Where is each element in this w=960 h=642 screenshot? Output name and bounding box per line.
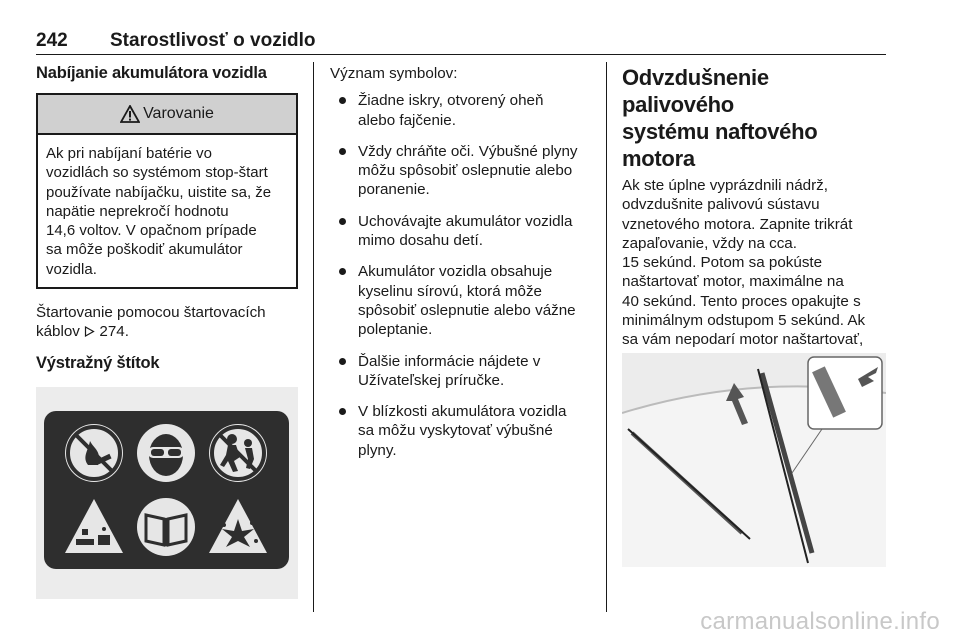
page-reference-icon	[84, 326, 95, 337]
list-item-line: môžu spôsobiť oslepnutie alebo	[358, 162, 573, 180]
explosive-warning-icon	[206, 495, 270, 559]
watermark: carmanualsonline.info	[700, 608, 940, 635]
list-item-line: poleptanie.	[358, 321, 433, 339]
column-divider-1	[313, 62, 314, 612]
running-title: Starostlivosť o vozidlo	[110, 30, 316, 51]
symbols-intro: Význam symbolov:	[330, 65, 458, 82]
no-fire-smoking-icon	[62, 421, 126, 485]
list-item	[330, 142, 594, 200]
section-title-fuel-bleeding	[622, 64, 886, 172]
column-middle	[330, 64, 594, 472]
body-line: 15 sekúnd. Potom sa pokúste	[622, 254, 823, 272]
warning-line: vozidlách so systémom stop-štart	[46, 164, 268, 182]
list-item-line: V blízkosti akumulátora vozidla	[358, 403, 567, 421]
list-item-line: Žiadne iskry, otvorený oheň	[358, 92, 544, 110]
page-number: 242	[36, 30, 68, 51]
list-item-line: sa môžu vyskytovať výbušné	[358, 422, 553, 440]
read-manual-icon	[134, 495, 198, 559]
warning-line: 14,6 voltov. V opačnom prípade	[46, 222, 257, 240]
body-line: minimálnym odstupom 5 sekúnd. Ak	[622, 312, 866, 330]
warning-line: napätie neprekročí hodnotu	[46, 202, 229, 220]
column-divider-2	[606, 62, 607, 612]
body-line: zapaľovanie, vždy na cca.	[622, 234, 797, 252]
list-item	[330, 402, 594, 460]
list-item-line: Vždy chráňte oči. Výbušné plyny	[358, 142, 578, 160]
page-header	[36, 30, 886, 52]
bullet-icon	[339, 218, 346, 225]
body-line: naštartovať motor, maximálne na	[622, 273, 844, 291]
section-title-warning-label: Výstražný štítok	[36, 353, 160, 372]
jump-start-line: Štartovanie pomocou štartovacích	[36, 304, 266, 322]
list-item-line: Ďalšie informácie nájdete v	[358, 352, 541, 370]
list-item	[330, 262, 594, 339]
list-item-line: Uchovávajte akumulátor vozidla	[358, 212, 573, 230]
fuel-bleeding-text	[622, 176, 886, 369]
warning-label-panel	[44, 411, 289, 569]
list-item	[330, 91, 594, 130]
list-item	[330, 212, 594, 251]
warning-title: Varovanie	[143, 105, 214, 122]
list-item-line: kyselinu sírovú, ktorá môže	[358, 282, 543, 300]
corrosive-warning-icon	[62, 495, 126, 559]
bullet-icon	[339, 268, 346, 275]
warning-label-image	[36, 387, 298, 599]
warning-line: Ak pri nabíjaní batérie vo	[46, 145, 212, 162]
jump-start-reference[interactable]	[36, 322, 298, 341]
bullet-icon	[339, 97, 346, 104]
body-line: vznetového motora. Zapnite trikrát	[622, 215, 853, 233]
list-item-line: alebo fajčenie.	[358, 111, 456, 129]
body-line: sa vám nepodarí motor naštartovať,	[622, 331, 864, 349]
jump-start-line: káblov	[36, 323, 80, 341]
list-item-line: mimo dosahu detí.	[358, 232, 483, 250]
jump-start-paragraph	[36, 303, 298, 342]
wiper-diagram	[622, 353, 886, 567]
body-line: Ak ste úplne vyprázdnili nádrž,	[622, 177, 828, 194]
list-item-line: spôsobiť oslepnutie alebo vážne	[358, 301, 576, 319]
warning-box	[36, 93, 298, 289]
bullet-icon	[339, 358, 346, 365]
warning-line: sa môže poškodiť akumulátor	[46, 241, 243, 259]
warning-text	[38, 135, 296, 287]
page-reference-number: 274.	[99, 323, 129, 341]
section-title-battery-charging: Nabíjanie akumulátora vozidla	[36, 64, 267, 82]
eye-protection-icon	[134, 421, 198, 485]
bullet-icon	[339, 408, 346, 415]
wiper-blade-illustration	[622, 353, 886, 567]
list-item-line: plyny.	[358, 441, 397, 459]
body-line: 40 sekúnd. Tento proces opakujte s	[622, 292, 861, 310]
body-line: odvzdušnite palivovú sústavu	[622, 196, 820, 214]
warning-line: vozidla.	[46, 260, 97, 278]
list-item-line: Akumulátor vozidla obsahuje	[358, 263, 553, 281]
keep-away-children-icon	[206, 421, 270, 485]
warning-line: používate nabíjačku, uistite sa, že	[46, 183, 272, 201]
title-line: Odvzdušnenie palivového	[622, 65, 769, 117]
list-item-line: poranenie.	[358, 181, 430, 199]
bullet-icon	[339, 148, 346, 155]
column-left	[36, 64, 298, 599]
symbols-list	[330, 91, 594, 460]
warning-triangle-icon	[120, 105, 140, 123]
list-item	[330, 352, 594, 391]
header-rule	[36, 54, 886, 55]
warning-header	[38, 95, 296, 135]
list-item-line: Užívateľskej príručke.	[358, 371, 505, 389]
title-line: systému naftového motora	[622, 119, 818, 171]
